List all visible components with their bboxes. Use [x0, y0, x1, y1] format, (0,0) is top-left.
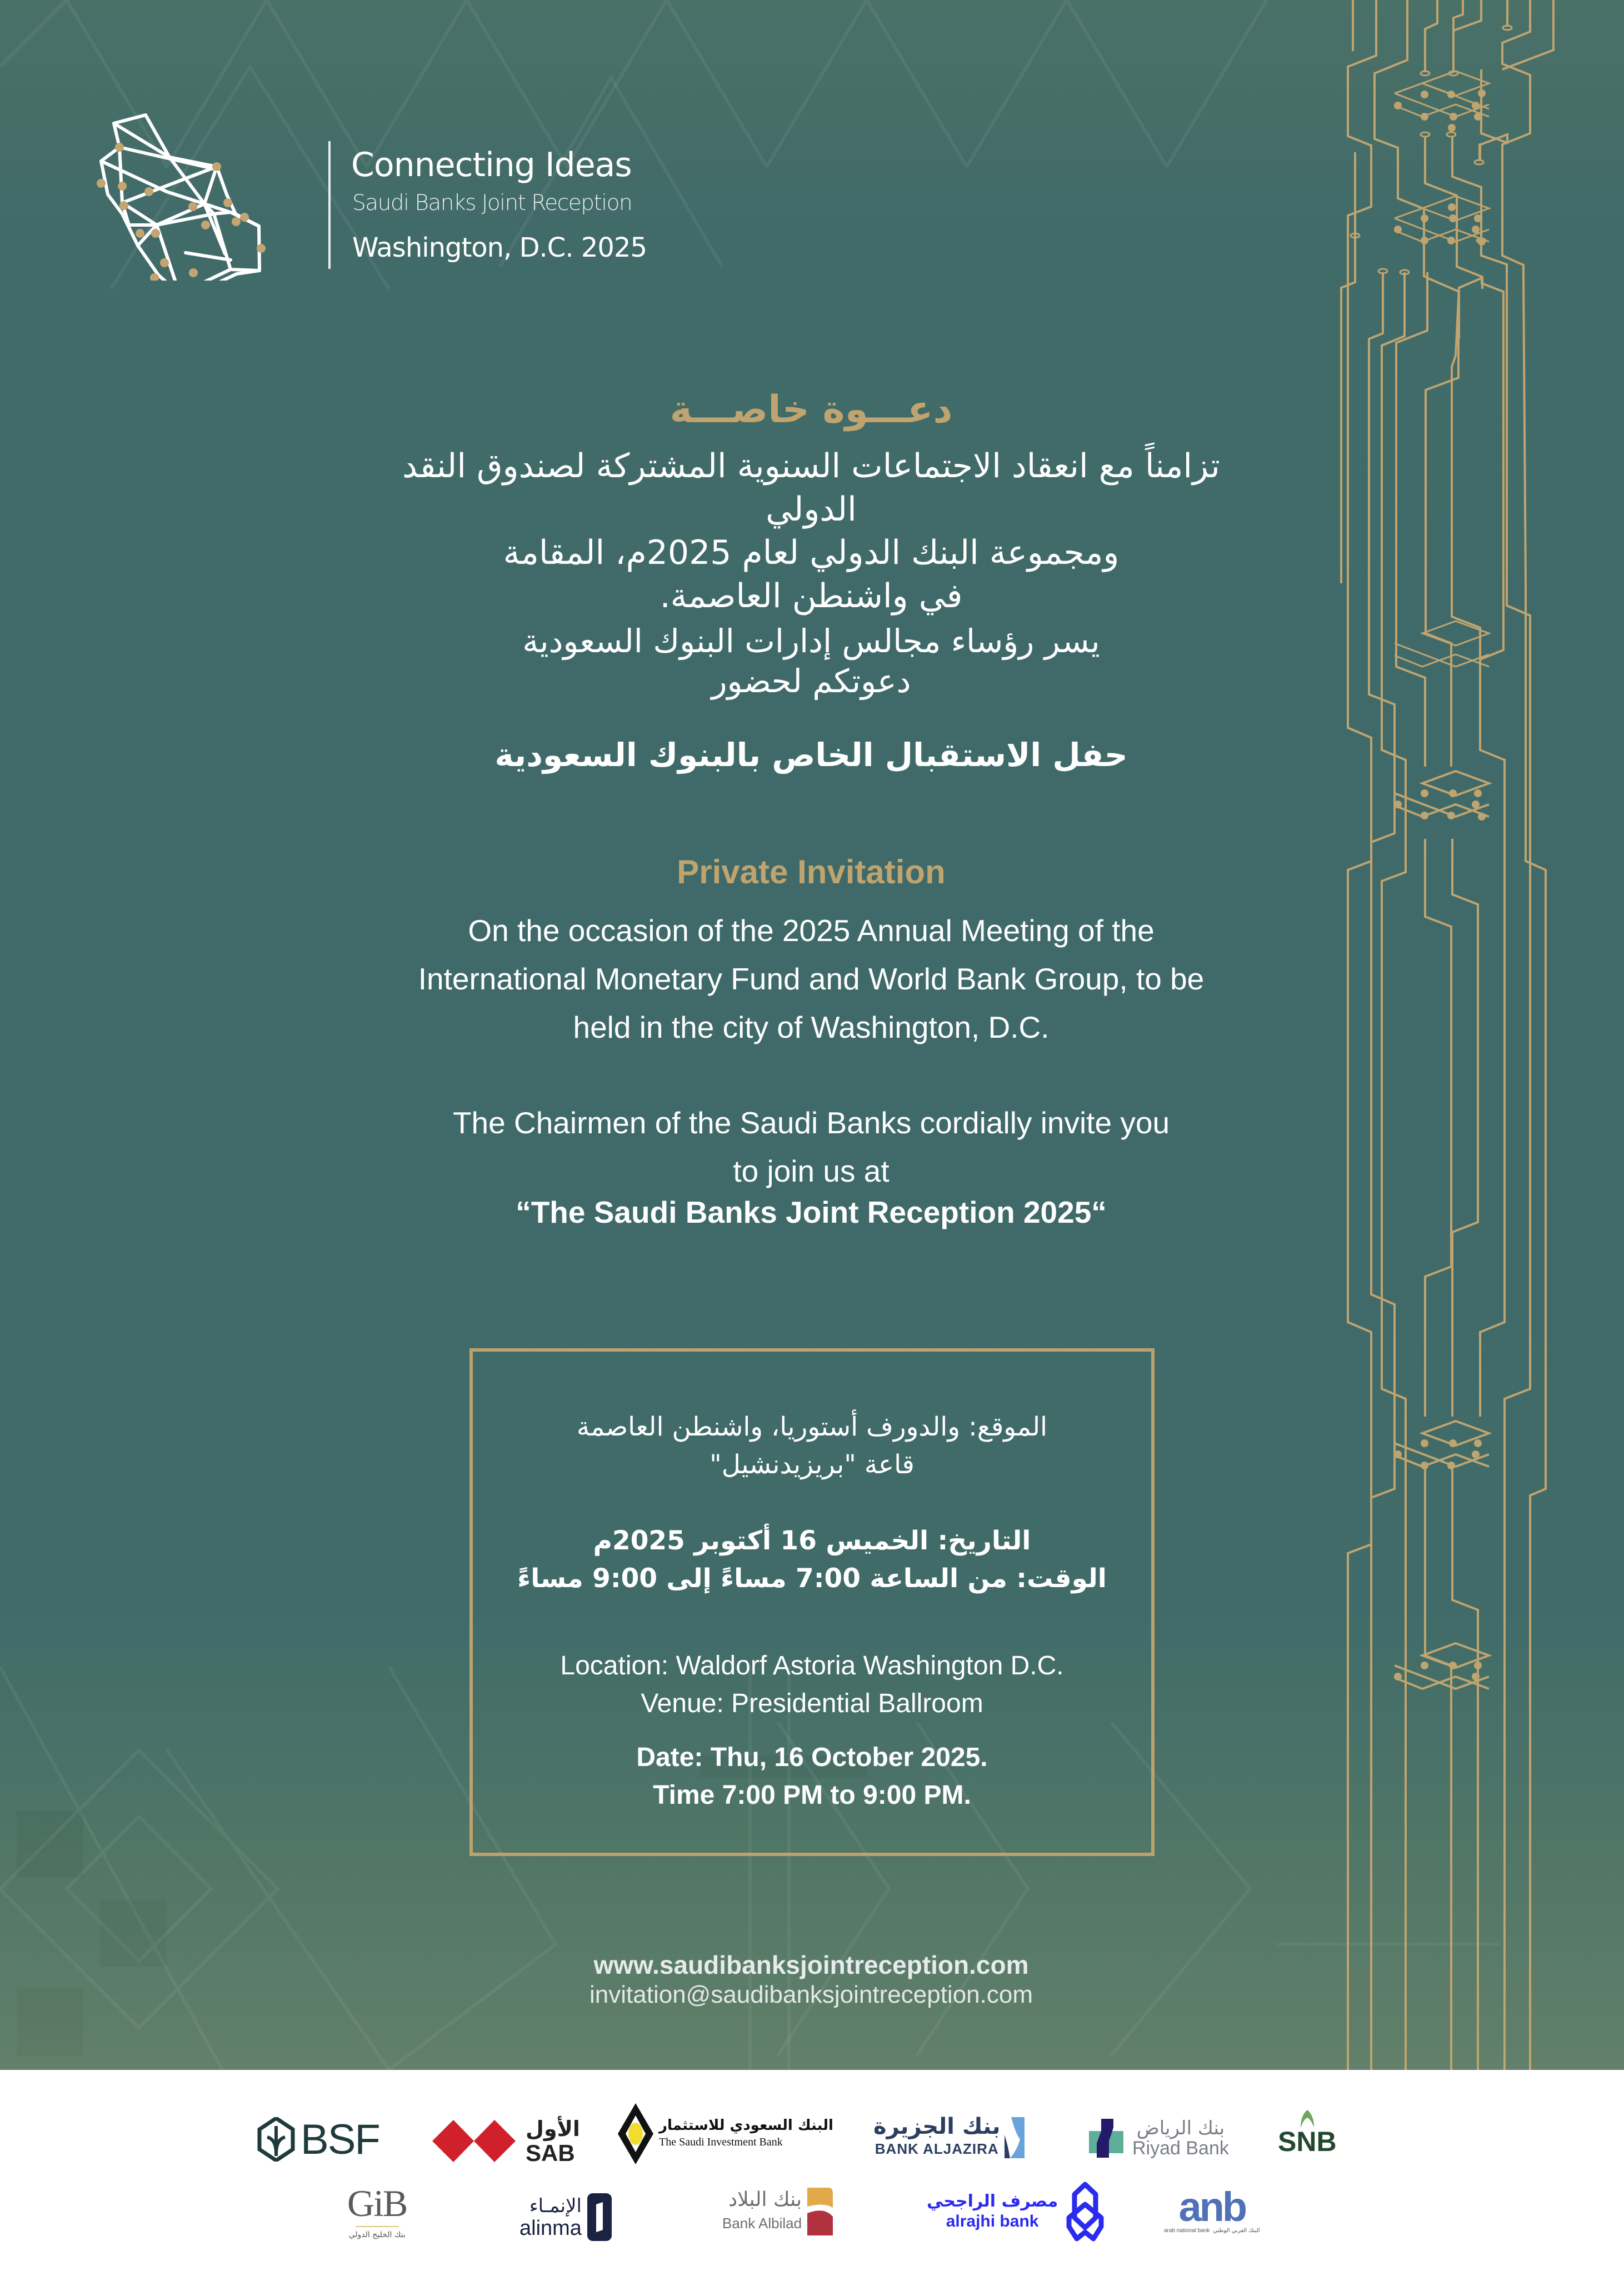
website-link[interactable]: www.saudibanksjointreception.com	[593, 1950, 1029, 1979]
riyad-label: Riyad Bank	[1132, 2138, 1229, 2159]
english-venue: Venue: Presidential Ballroom	[641, 1689, 983, 1718]
anb-sublabel-ar: البنك العربي الوطني	[1213, 2228, 1260, 2234]
aljazira-labels	[873, 2115, 1000, 2160]
sponsor-snb	[1278, 2110, 1337, 2160]
sponsor-sab	[432, 2113, 580, 2169]
arabic-date: التاريخ: الخميس 16 أكتوبر 2025م	[593, 1525, 1031, 1556]
sponsor-bsf	[257, 2117, 379, 2162]
english-time: Time 7:00 PM to 9:00 PM.	[653, 1780, 971, 1810]
snb-label: SNB	[1278, 2126, 1337, 2157]
sponsor-alrajhi	[927, 2181, 1105, 2242]
riyad-arabic-label: بنك الرياض	[1136, 2117, 1225, 2139]
albilad-arch-icon	[807, 2188, 833, 2235]
arabic-intro-line: في واشنطن العاصمة.	[659, 577, 963, 616]
aljazira-arabic-label: بنك الجزيرة	[873, 2114, 1001, 2139]
english-invite	[356, 1099, 1267, 1195]
sab-label: SAB	[526, 2140, 575, 2166]
logo-subtitle: Saudi Banks Joint Reception	[352, 191, 632, 216]
riyad-bank-icon	[1089, 2119, 1126, 2158]
circuit-decoration	[1306, 0, 1624, 2070]
sab-hexagon-icon	[432, 2120, 516, 2162]
logo-divider	[328, 141, 331, 269]
sponsor-footer	[0, 2070, 1624, 2296]
logo-city-year: Washington, D.C. 2025	[352, 232, 647, 263]
arabic-intro	[356, 444, 1267, 618]
arabic-location: الموقع: والدورف أستوريا، واشنطن العاصمة	[576, 1412, 1048, 1442]
sponsor-alinma	[519, 2192, 612, 2242]
aljazira-sail-icon	[1005, 2117, 1025, 2158]
gib-divider	[356, 2226, 399, 2227]
saib-labels	[659, 2117, 833, 2150]
albilad-arabic-label: بنك البلاد	[728, 2188, 802, 2211]
sab-labels	[526, 2117, 580, 2165]
saib-arabic-label: البنك السعودي للاستثمار	[659, 2117, 833, 2134]
arabic-event-name: حفل الاستقبال الخاص بالبنوك السعودية	[494, 736, 1128, 774]
sponsor-albilad	[722, 2187, 833, 2237]
sponsor-gib	[347, 2184, 407, 2250]
arabic-venue: قاعة "بريزيدنشيل"	[709, 1449, 915, 1480]
alinma-labels	[519, 2195, 582, 2239]
anb-sublabels	[1164, 2228, 1260, 2234]
arabic-invite-line: يسر رؤساء مجالس إدارات البنوك السعودية	[522, 622, 1100, 660]
anb-sublabel-en: arab national bank	[1164, 2228, 1210, 2234]
alrajhi-knot-icon	[1066, 2181, 1105, 2242]
aljazira-label: BANK ALJAZIRA	[875, 2140, 999, 2157]
details-arabic-location	[469, 1408, 1155, 1484]
alrajhi-label: alrajhi bank	[946, 2212, 1039, 2230]
sponsor-aljazira	[873, 2115, 1025, 2160]
saib-diamond-icon	[618, 2103, 653, 2164]
sponsor-saib	[618, 2103, 833, 2164]
arabic-invite-line: دعوتكم لحضور	[711, 662, 911, 700]
arabic-time: الوقت: من الساعة 7:00 مساءً إلى 9:00 مساءً	[517, 1563, 1107, 1594]
english-event-name: “The Saudi Banks Joint Reception 2025“	[516, 1195, 1107, 1229]
english-invite-line: to join us at	[733, 1154, 890, 1188]
sab-arabic-label: الأول	[526, 2117, 580, 2141]
english-intro	[356, 907, 1267, 1052]
english-invite-line: The Chairmen of the Saudi Banks cordially invite you	[452, 1106, 1170, 1140]
sponsor-anb	[1164, 2184, 1260, 2242]
arabic-intro-line: ومجموعة البنك الدولي لعام 2025م، المقامة	[503, 533, 1120, 572]
alinma-label: alinma	[519, 2217, 582, 2240]
alinma-arabic-label: الإنمـاء	[529, 2195, 582, 2217]
alrajhi-labels	[927, 2192, 1058, 2232]
bsf-label: BSF	[301, 2115, 379, 2163]
gib-arabic-label: بنك الخليج الدولي	[348, 2230, 406, 2239]
english-location: Location: Waldorf Astoria Washington D.C.	[560, 1651, 1064, 1680]
arabic-invite	[356, 621, 1267, 701]
english-intro-line: held in the city of Washington, D.C.	[573, 1010, 1050, 1044]
details-english-location	[469, 1647, 1155, 1723]
details-english-datetime	[469, 1739, 1155, 1814]
arabic-intro-line: تزامناً مع انعقاد الاجتماعات السنوية المشتركة لصندوق النقد الدولي	[402, 447, 1220, 529]
alinma-door-icon	[587, 2193, 612, 2241]
gib-label: GiB	[347, 2182, 407, 2224]
logo-title: Connecting Ideas	[351, 146, 632, 184]
albilad-labels	[722, 2188, 802, 2235]
arabic-title: دعـــوة خاصـــة	[669, 388, 953, 432]
bsf-shield-icon	[257, 2117, 295, 2162]
albilad-label: Bank Albilad	[722, 2215, 802, 2232]
anb-label: anb	[1178, 2184, 1246, 2230]
sponsor-riyad-bank	[1089, 2118, 1229, 2159]
riyad-labels	[1132, 2118, 1229, 2158]
english-intro-line: International Monetary Fund and World Bank Group, to be	[418, 962, 1205, 996]
saudi-map-network-icon	[94, 108, 328, 281]
english-title: Private Invitation	[677, 853, 946, 891]
saib-label: The Saudi Investment Bank	[659, 2136, 783, 2148]
english-date: Date: Thu, 16 October 2025.	[636, 1743, 988, 1772]
email-link[interactable]: invitation@saudibanksjointreception.com	[589, 1981, 1033, 2008]
snb-leaf-icon	[1300, 2110, 1315, 2128]
details-arabic-datetime	[469, 1522, 1155, 1598]
english-intro-line: On the occasion of the 2025 Annual Meeting of the	[468, 913, 1155, 948]
alrajhi-arabic-label: مصرف الراجحي	[927, 2192, 1058, 2211]
